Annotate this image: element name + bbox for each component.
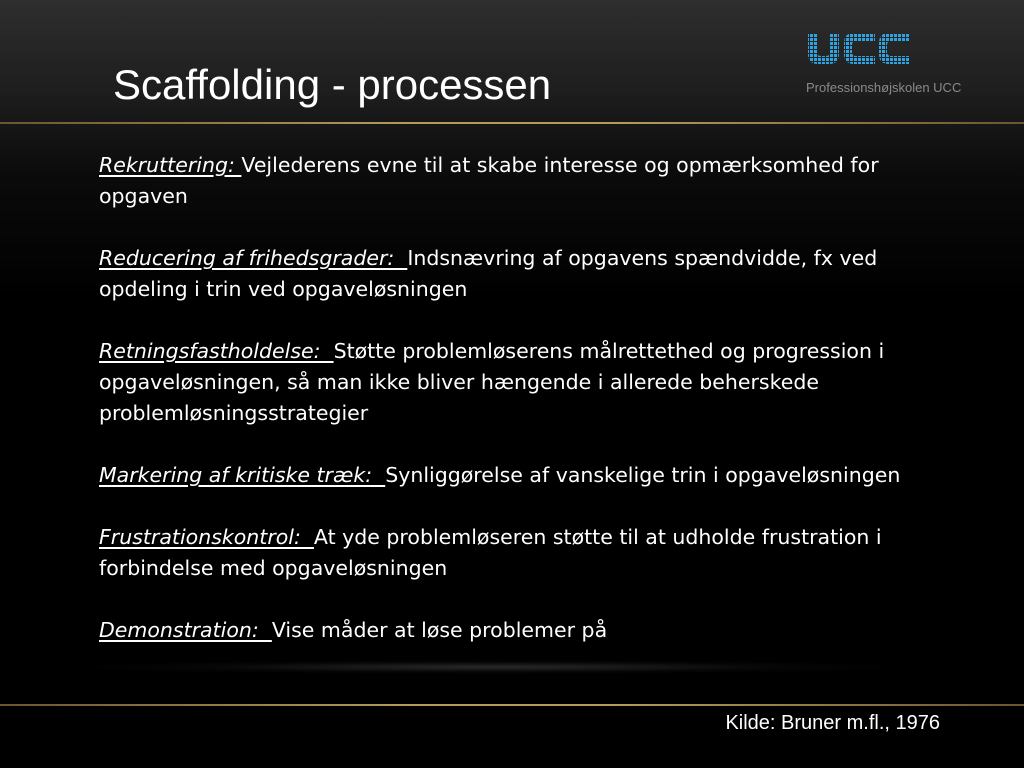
item-term: Retningsfastholdelse: bbox=[99, 339, 334, 363]
ucc-logo-icon bbox=[806, 30, 912, 66]
source-citation: Kilde: Bruner m.fl., 1976 bbox=[725, 712, 940, 734]
item-term: Frustrationskontrol: bbox=[99, 525, 314, 549]
item-text: Vise måder at løse problemer på bbox=[271, 618, 608, 642]
logo-subtitle: Professionshøjskolen UCC bbox=[806, 80, 962, 95]
item-term: Rekruttering: bbox=[99, 153, 242, 177]
list-item bbox=[99, 522, 929, 584]
header-divider bbox=[0, 122, 1024, 124]
list-item bbox=[99, 460, 929, 491]
footer-divider bbox=[0, 704, 1024, 706]
item-term: Reducering af frihedsgrader: bbox=[99, 246, 408, 270]
list-item bbox=[99, 150, 929, 212]
list-item bbox=[99, 243, 929, 305]
decorative-glow bbox=[90, 660, 890, 674]
item-term: Demonstration: bbox=[99, 618, 272, 642]
item-text: Støtte problemløserens målrettethed og progression i opgaveløsningen, så man ikke bliver hængende i allerede beherskede problemløsningsstrategier bbox=[99, 339, 885, 425]
item-text: Vejlederens evne til at skabe interesse og opmærksomhed for opgaven bbox=[99, 153, 879, 208]
list-item bbox=[99, 615, 929, 646]
item-term: Markering af kritiske træk: bbox=[99, 463, 386, 487]
scaffolding-list bbox=[99, 150, 929, 677]
item-text: Synliggørelse af vanskelige trin i opgaveløsningen bbox=[385, 463, 901, 487]
list-item bbox=[99, 336, 929, 429]
item-text: Indsnævring af opgavens spændvidde, fx ved opdeling i trin ved opgaveløsningen bbox=[99, 246, 878, 301]
item-text: At yde problemløseren støtte til at udholde frustration i forbindelse med opgaveløsningen bbox=[99, 525, 882, 580]
slide-title: Scaffolding - processen bbox=[113, 61, 552, 108]
ucc-logo bbox=[806, 30, 986, 100]
